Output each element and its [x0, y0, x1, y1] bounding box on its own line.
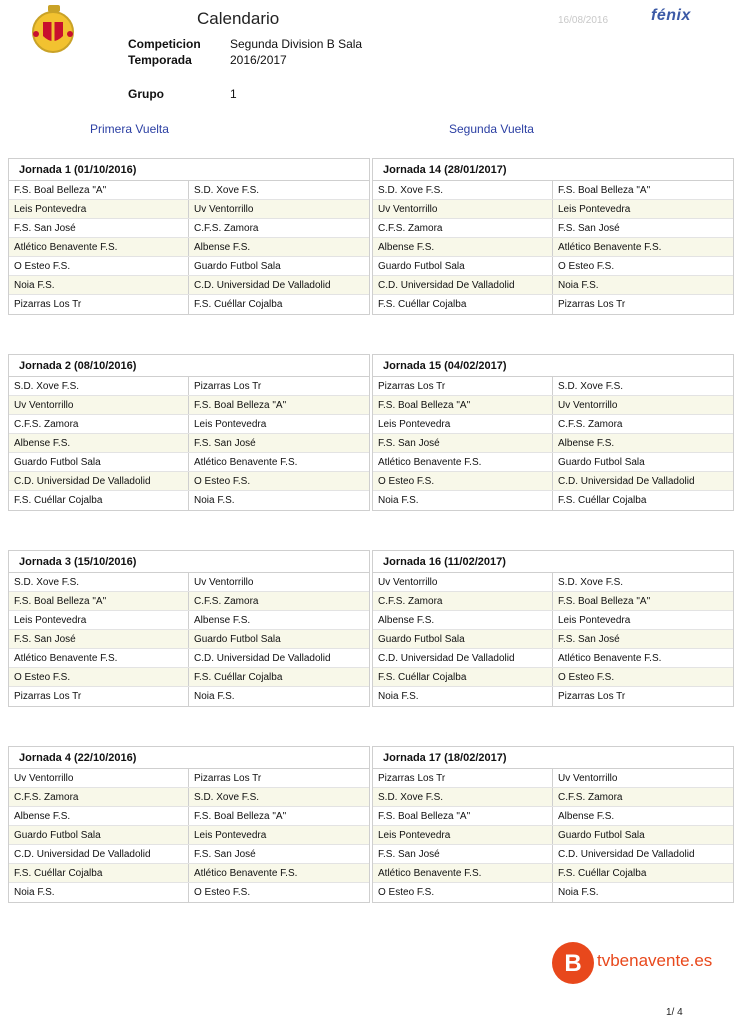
match-row: [373, 219, 733, 238]
away-team: Leis Pontevedra: [194, 419, 267, 430]
away-team: Noia F.S.: [194, 495, 235, 506]
match-row: [373, 573, 733, 592]
away-team: C.D. Universidad De Valladolid: [194, 280, 331, 291]
match-row: [9, 491, 369, 510]
home-team: Noia F.S.: [373, 491, 553, 510]
away-team: Albense F.S.: [194, 615, 251, 626]
match-row: [373, 434, 733, 453]
jornada-block: [8, 746, 370, 903]
match-row: [9, 649, 369, 668]
jornada-block: [372, 746, 734, 903]
home-team: Uv Ventorrillo: [373, 573, 553, 591]
away-team: O Esteo F.S.: [558, 672, 615, 683]
match-row: [9, 864, 369, 883]
match-row: [9, 845, 369, 864]
jornada-title: Jornada 14 (28/01/2017): [373, 159, 733, 181]
segunda-vuelta-heading: Segunda Vuelta: [449, 122, 534, 136]
home-team: Guardo Futbol Sala: [9, 453, 189, 471]
away-team: Leis Pontevedra: [194, 830, 267, 841]
home-team: Leis Pontevedra: [9, 611, 189, 629]
away-team: Noia F.S.: [194, 691, 235, 702]
match-row: [9, 238, 369, 257]
match-row: [9, 257, 369, 276]
home-team: F.S. Cuéllar Cojalba: [9, 491, 189, 510]
home-team: Uv Ventorrillo: [9, 396, 189, 414]
jornada-block: [8, 158, 370, 315]
match-row: [9, 883, 369, 902]
match-row: [9, 769, 369, 788]
home-team: C.D. Universidad De Valladolid: [373, 649, 553, 667]
tvbenavente-logo-letter: B: [564, 950, 582, 977]
away-team: C.F.S. Zamora: [194, 223, 259, 234]
home-team: O Esteo F.S.: [373, 883, 553, 902]
away-team: Albense F.S.: [558, 811, 615, 822]
match-row: [9, 377, 369, 396]
match-row: [9, 573, 369, 592]
match-row: [373, 396, 733, 415]
fenix-logo: fénix: [651, 7, 691, 24]
match-row: [373, 668, 733, 687]
home-team: Atlético Benavente F.S.: [373, 864, 553, 882]
match-row: [373, 415, 733, 434]
away-team: S.D. Xove F.S.: [558, 381, 624, 392]
match-row: [373, 257, 733, 276]
home-team: Guardo Futbol Sala: [373, 257, 553, 275]
grupo-label: Grupo: [128, 87, 164, 101]
home-team: F.S. San José: [373, 434, 553, 452]
away-team: F.S. Boal Belleza "A": [194, 400, 287, 411]
grupo-value: 1: [230, 87, 237, 101]
away-team: Atlético Benavente F.S.: [194, 868, 298, 879]
away-team: F.S. Cuéllar Cojalba: [194, 672, 283, 683]
match-row: [373, 883, 733, 902]
away-team: F.S. San José: [558, 634, 620, 645]
home-team: F.S. Boal Belleza "A": [9, 181, 189, 199]
home-team: F.S. Cuéllar Cojalba: [373, 295, 553, 314]
home-team: Uv Ventorrillo: [373, 200, 553, 218]
home-team: Noia F.S.: [373, 687, 553, 706]
home-team: Leis Pontevedra: [373, 826, 553, 844]
home-team: S.D. Xove F.S.: [373, 181, 553, 199]
home-team: C.F.S. Zamora: [9, 415, 189, 433]
home-team: S.D. Xove F.S.: [9, 573, 189, 591]
rfef-crest-logo: [26, 4, 80, 56]
home-team: O Esteo F.S.: [9, 257, 189, 275]
away-team: F.S. San José: [558, 223, 620, 234]
away-team: Guardo Futbol Sala: [558, 457, 645, 468]
home-team: S.D. Xove F.S.: [373, 788, 553, 806]
match-row: [9, 592, 369, 611]
jornada-title: Jornada 17 (18/02/2017): [373, 747, 733, 769]
home-team: Guardo Futbol Sala: [373, 630, 553, 648]
match-row: [9, 630, 369, 649]
away-team: Noia F.S.: [558, 887, 599, 898]
home-team: Pizarras Los Tr: [373, 377, 553, 395]
away-team: F.S. San José: [194, 438, 256, 449]
away-team: C.D. Universidad De Valladolid: [194, 653, 331, 664]
home-team: Uv Ventorrillo: [9, 769, 189, 787]
away-team: Albense F.S.: [558, 438, 615, 449]
temporada-label: Temporada: [128, 53, 192, 67]
away-team: C.F.S. Zamora: [558, 419, 623, 430]
jornada-block: [372, 158, 734, 315]
match-row: [9, 826, 369, 845]
away-team: F.S. San José: [194, 849, 256, 860]
page-title: Calendario: [197, 9, 280, 28]
home-team: Noia F.S.: [9, 276, 189, 294]
home-team: C.F.S. Zamora: [9, 788, 189, 806]
away-team: Pizarras Los Tr: [194, 381, 262, 392]
away-team: O Esteo F.S.: [194, 476, 251, 487]
match-row: [9, 472, 369, 491]
match-row: [9, 668, 369, 687]
match-row: [373, 238, 733, 257]
match-row: [373, 769, 733, 788]
home-team: Pizarras Los Tr: [9, 687, 189, 706]
away-team: Leis Pontevedra: [558, 204, 631, 215]
match-row: [9, 453, 369, 472]
home-team: F.S. San José: [9, 630, 189, 648]
away-team: F.S. Boal Belleza "A": [194, 811, 287, 822]
jornada-title: Jornada 1 (01/10/2016): [9, 159, 369, 181]
match-row: [373, 687, 733, 706]
away-team: F.S. Boal Belleza "A": [558, 596, 651, 607]
jornada-title: Jornada 3 (15/10/2016): [9, 551, 369, 573]
away-team: Atlético Benavente F.S.: [194, 457, 298, 468]
jornada-block: [8, 354, 370, 511]
match-row: [373, 181, 733, 200]
home-team: Atlético Benavente F.S.: [373, 453, 553, 471]
home-team: O Esteo F.S.: [373, 472, 553, 490]
away-team: Leis Pontevedra: [558, 615, 631, 626]
jornada-title: Jornada 16 (11/02/2017): [373, 551, 733, 573]
match-row: [373, 592, 733, 611]
home-team: C.F.S. Zamora: [373, 592, 553, 610]
away-team: F.S. Cuéllar Cojalba: [558, 868, 647, 879]
competicion-value: Segunda Division B Sala: [230, 37, 363, 51]
match-row: [373, 649, 733, 668]
page-number: 1/ 4: [666, 1007, 683, 1018]
home-team: F.S. Boal Belleza "A": [373, 807, 553, 825]
match-row: [9, 396, 369, 415]
home-team: F.S. Cuéllar Cojalba: [9, 864, 189, 882]
away-team: Pizarras Los Tr: [194, 773, 262, 784]
away-team: C.F.S. Zamora: [558, 792, 623, 803]
away-team: O Esteo F.S.: [194, 887, 251, 898]
home-team: Albense F.S.: [9, 807, 189, 825]
home-team: C.F.S. Zamora: [373, 219, 553, 237]
home-team: Albense F.S.: [373, 238, 553, 256]
primera-vuelta-heading: Primera Vuelta: [90, 122, 169, 136]
home-team: Noia F.S.: [9, 883, 189, 902]
away-team: C.D. Universidad De Valladolid: [558, 476, 695, 487]
home-team: Pizarras Los Tr: [9, 295, 189, 314]
away-team: C.F.S. Zamora: [194, 596, 259, 607]
jornada-title: Jornada 2 (08/10/2016): [9, 355, 369, 377]
jornada-title: Jornada 4 (22/10/2016): [9, 747, 369, 769]
away-team: Albense F.S.: [194, 242, 251, 253]
match-row: [373, 453, 733, 472]
away-team: Guardo Futbol Sala: [558, 830, 645, 841]
match-row: [9, 434, 369, 453]
match-row: [9, 181, 369, 200]
home-team: F.S. San José: [373, 845, 553, 863]
away-team: C.D. Universidad De Valladolid: [558, 849, 695, 860]
match-row: [9, 807, 369, 826]
match-row: [373, 864, 733, 883]
match-row: [373, 845, 733, 864]
away-team: Uv Ventorrillo: [558, 773, 618, 784]
away-team: S.D. Xove F.S.: [194, 792, 260, 803]
away-team: Noia F.S.: [558, 280, 599, 291]
away-team: Guardo Futbol Sala: [194, 261, 281, 272]
away-team: F.S. Boal Belleza "A": [558, 185, 651, 196]
match-row: [373, 200, 733, 219]
home-team: F.S. Cuéllar Cojalba: [373, 668, 553, 686]
away-team: F.S. Cuéllar Cojalba: [558, 495, 647, 506]
home-team: C.D. Universidad De Valladolid: [9, 845, 189, 863]
match-row: [373, 788, 733, 807]
competicion-label: Competicion: [128, 37, 201, 51]
match-row: [373, 630, 733, 649]
away-team: Pizarras Los Tr: [558, 299, 626, 310]
match-row: [373, 807, 733, 826]
away-team: Guardo Futbol Sala: [194, 634, 281, 645]
match-row: [9, 788, 369, 807]
match-row: [9, 415, 369, 434]
home-team: Atlético Benavente F.S.: [9, 649, 189, 667]
match-row: [373, 472, 733, 491]
home-team: Guardo Futbol Sala: [9, 826, 189, 844]
home-team: C.D. Universidad De Valladolid: [373, 276, 553, 294]
home-team: S.D. Xove F.S.: [9, 377, 189, 395]
match-row: [373, 377, 733, 396]
home-team: F.S. San José: [9, 219, 189, 237]
home-team: Pizarras Los Tr: [373, 769, 553, 787]
jornada-block: [372, 550, 734, 707]
away-team: Pizarras Los Tr: [558, 691, 626, 702]
match-row: [373, 295, 733, 314]
home-team: Albense F.S.: [373, 611, 553, 629]
away-team: Uv Ventorrillo: [558, 400, 618, 411]
away-team: Atlético Benavente F.S.: [558, 242, 662, 253]
home-team: O Esteo F.S.: [9, 668, 189, 686]
match-row: [9, 200, 369, 219]
jornada-block: [372, 354, 734, 511]
match-row: [373, 611, 733, 630]
home-team: F.S. Boal Belleza "A": [9, 592, 189, 610]
home-team: Leis Pontevedra: [373, 415, 553, 433]
away-team: O Esteo F.S.: [558, 261, 615, 272]
match-row: [9, 219, 369, 238]
match-row: [9, 276, 369, 295]
match-row: [373, 826, 733, 845]
home-team: F.S. Boal Belleza "A": [373, 396, 553, 414]
print-date: 16/08/2016: [558, 15, 609, 26]
away-team: Uv Ventorrillo: [194, 204, 254, 215]
match-row: [9, 611, 369, 630]
match-row: [373, 276, 733, 295]
away-team: S.D. Xove F.S.: [558, 577, 624, 588]
home-team: C.D. Universidad De Valladolid: [9, 472, 189, 490]
match-row: [9, 295, 369, 314]
match-row: [9, 687, 369, 706]
away-team: Uv Ventorrillo: [194, 577, 254, 588]
jornada-title: Jornada 15 (04/02/2017): [373, 355, 733, 377]
tvbenavente-text: tvbenavente.es: [597, 951, 713, 970]
away-team: S.D. Xove F.S.: [194, 185, 260, 196]
temporada-value: 2016/2017: [230, 53, 287, 67]
home-team: Atlético Benavente F.S.: [9, 238, 189, 256]
match-row: [373, 491, 733, 510]
home-team: Albense F.S.: [9, 434, 189, 452]
home-team: Leis Pontevedra: [9, 200, 189, 218]
jornada-block: [8, 550, 370, 707]
away-team: F.S. Cuéllar Cojalba: [194, 299, 283, 310]
away-team: Atlético Benavente F.S.: [558, 653, 662, 664]
